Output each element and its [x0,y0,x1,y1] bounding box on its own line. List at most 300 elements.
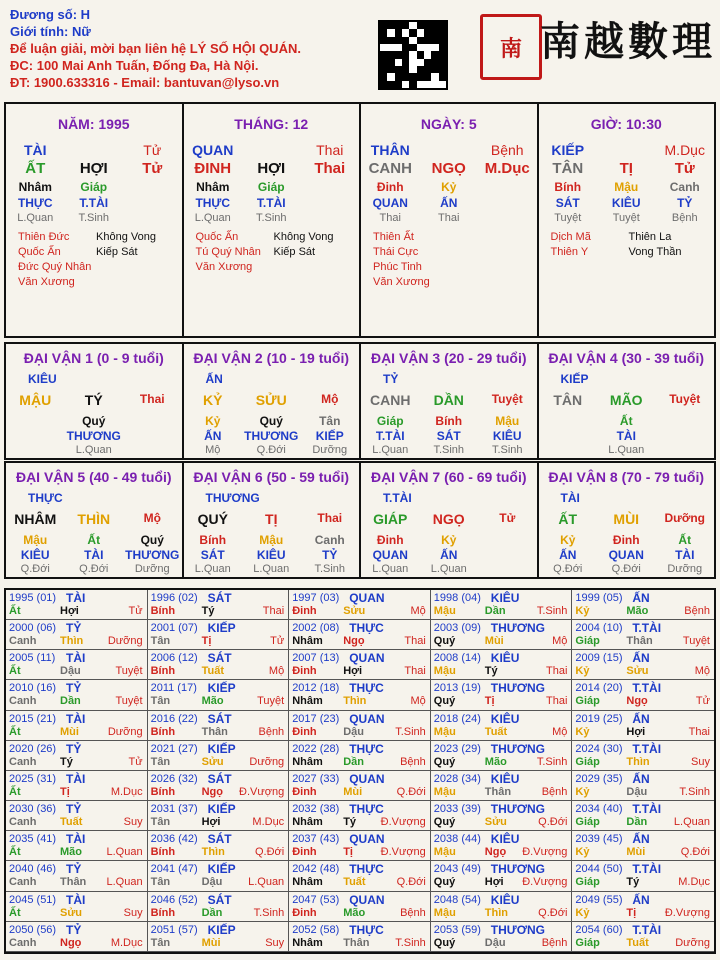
year-god: QUAN [349,832,385,847]
year-branch: Dần [343,755,364,768]
dai-van-row [184,444,360,456]
qr-module [380,29,387,36]
pillar-row [6,180,182,194]
qr-module [402,22,409,29]
dai-van-pillar-cell: KỶ [203,392,223,408]
pillar-cell [301,196,360,210]
contact-phone-email[interactable]: ĐT: 1900.633316 - Email: bantuvan@lyso.vn [10,75,280,90]
year-cell[interactable] [431,590,573,620]
year-branch: Mùi [201,936,221,949]
dai-van-cell: KIẾP [315,429,344,443]
year-god: SÁT [207,771,232,786]
year-state: Tử [128,605,143,617]
qr-module [395,59,402,66]
dai-van-cell [539,444,598,456]
year-cell[interactable] [6,801,148,831]
year-stem: Kỷ [575,846,590,859]
year-cell[interactable] [148,680,290,710]
pillar-cell: THỰC [195,196,231,210]
year-cell[interactable] [431,831,573,861]
star-name: Thiên La [628,231,672,243]
dai-van-cell [478,548,537,562]
dai-van-cell: SÁT [200,548,225,562]
year-branch: Ngọ [626,695,648,708]
year-cell[interactable] [289,620,431,650]
year-branch: Mão [626,605,649,617]
dai-van-cell [539,429,598,443]
year-cell[interactable] [289,741,431,771]
year-label: 2048 (54) [433,893,481,906]
year-label: 2035 (41) [9,833,57,846]
year-branch: Dậu [626,785,648,798]
star-name: Thiên Ất [373,231,414,243]
qr-module [424,44,431,51]
year-cell[interactable] [6,771,148,801]
year-god: THƯƠNG [490,862,545,877]
pillar-cell: T.Sinh [255,212,287,224]
pillar-title: THÁNG: 12 [234,116,309,132]
year-cell[interactable] [148,892,290,922]
year-cell[interactable] [572,620,714,650]
year-cell[interactable] [572,711,714,741]
year-cell[interactable] [431,711,573,741]
pillar-cell: KIẾP [551,142,585,158]
qr-module [402,29,409,36]
qr-module [402,81,409,88]
dai-van-row [361,563,537,575]
pillar-cell: Kỷ [441,180,457,194]
year-cell[interactable] [431,650,573,680]
year-cell[interactable] [6,831,148,861]
dai-van-cell: THƯƠNG [244,429,299,443]
stars-grid [551,230,707,260]
dai-van-cell: KIÊU [20,548,50,562]
year-branch: Dậu [343,725,364,738]
pillar-row [361,160,537,177]
year-branch: Dần [626,816,648,829]
qr-module [424,73,431,80]
year-state: L.Quan [106,846,143,859]
pillar-row [184,142,360,158]
year-cell[interactable] [572,861,714,891]
year-stem: Đinh [292,665,317,678]
year-cell[interactable] [6,620,148,650]
year-branch: Dậu [201,876,223,889]
qr-module [380,59,387,66]
year-branch: Sửu [484,816,507,829]
qr-module [431,22,438,29]
year-label: 2013 (19) [433,682,481,695]
star-name [451,245,529,260]
year-label: 2015 (21) [9,712,57,725]
pillar-cell: Tử [142,160,163,177]
year-cell[interactable] [572,922,714,952]
year-state: Thai [262,605,285,617]
qr-module [387,73,394,80]
star-name: Tú Quý Nhân [195,246,261,258]
year-branch: Mão [60,846,82,859]
year-cell[interactable] [6,741,148,771]
qr-module [387,44,394,51]
year-stem: Nhâm [292,635,323,648]
year-label: 2042 (48) [292,863,340,876]
qr-module [424,29,431,36]
dai-van-pillar-cell: MÙI [613,511,640,527]
year-cell[interactable] [148,711,290,741]
dai-van-pillar [539,392,715,408]
qr-module [395,81,402,88]
year-god: TÀI [66,591,86,605]
year-stem: Mậu [433,605,456,617]
year-cell[interactable] [6,711,148,741]
year-cell[interactable] [6,892,148,922]
dai-van-cell [6,414,65,428]
dai-van-cell [478,563,537,575]
year-cell[interactable] [148,801,290,831]
dai-van-cell: Bính [435,414,463,428]
dai-van-cell: T.Sinh [314,563,346,575]
year-branch: Dậu [60,665,81,678]
dai-van-cell: Kỷ [205,414,221,428]
year-cell[interactable] [572,892,714,922]
dai-van-pillar-cell: MÃO [609,392,643,408]
pillar-cell: Mậu [614,180,639,194]
pillar-cell: Tử [674,160,695,177]
year-cell[interactable] [431,741,573,771]
dai-van-pillar-cell: NHÂM [14,511,57,527]
year-god: TỶ [66,862,82,877]
dai-van-4 [539,344,715,458]
qr-module [439,44,446,51]
year-stem: Quý [433,755,456,768]
year-god: KIÊU [490,591,520,605]
year-god: SÁT [207,651,232,666]
year-stem: Mậu [433,785,456,798]
dai-van-cell [6,444,65,456]
dai-van-cell [123,444,182,456]
star-name: Quốc Ấn [18,246,61,258]
year-god: TỶ [66,681,82,696]
year-label: 2031 (37) [150,803,198,816]
pillar-row [539,160,715,177]
year-branch: Thìn [484,906,509,919]
qr-module [431,37,438,44]
pillar-cell [123,212,182,224]
year-label: 2021 (27) [150,742,198,755]
year-cell[interactable] [289,861,431,891]
year-label: 2004 (10) [575,622,623,635]
pillar-cell: L.Quan [194,212,231,224]
pillar-cell: CANH [368,160,412,177]
year-cell[interactable] [572,831,714,861]
year-label: 2049 (55) [575,893,623,906]
dai-van-row [539,429,715,443]
dai-van-cell: ẤN [559,548,577,562]
pillar-row [6,160,182,177]
dai-van-god: THƯƠNG [205,491,260,505]
pillar-cell: THÂN [370,142,410,158]
pillar-row [539,196,715,210]
pillar-row [184,212,360,224]
dai-van-cell: L.Quan [608,444,645,456]
year-cell[interactable] [431,771,573,801]
year-cell[interactable] [431,892,573,922]
year-branch: Mão [484,755,507,768]
year-cell[interactable] [572,741,714,771]
year-god: THỰC [349,922,384,937]
qr-module [402,44,409,51]
year-god: THƯƠNG [490,621,545,636]
year-god: TÀI [66,892,86,907]
dai-van-cell: SÁT [436,429,461,443]
year-label: 2051 (57) [150,923,198,936]
year-cell[interactable] [148,620,290,650]
year-cell[interactable] [572,771,714,801]
year-branch: Tý [343,816,357,829]
year-stem: Bính [150,665,176,678]
year-cell[interactable] [148,831,290,861]
year-stem: Canh [9,755,37,768]
pillar-title: GIỜ: 10:30 [590,116,662,132]
year-stem: Kỷ [575,665,590,678]
year-stem: Tân [150,755,171,768]
dai-van-pillar-cell: Thai [139,392,165,406]
year-stem: Đinh [292,605,317,617]
year-branch: Tý [60,755,73,768]
dai-van-row [184,429,360,443]
dai-van-cell: L.Quan [253,563,290,575]
pillar-cell: QUAN [192,142,234,158]
dai-van-title: ĐẠI VẬN 2 (10 - 19 tuổi) [193,350,350,366]
year-state: M.Dục [110,785,143,798]
qr-module [431,81,438,88]
year-label: 2000 (06) [9,622,57,635]
year-label: 2052 (58) [292,923,340,936]
pillar-row [6,196,182,210]
qr-module [431,51,438,58]
star-name: Kiếp Sát [96,246,138,258]
dai-van-cell: TÀI [616,429,636,443]
year-branch: Tị [484,695,495,708]
year-god: KIÊU [490,832,520,847]
year-cell[interactable] [289,711,431,741]
dai-van-7 [361,463,539,577]
qr-module [424,66,431,73]
dai-van-cell [6,429,65,443]
year-cell[interactable] [148,741,290,771]
year-cell[interactable] [289,892,431,922]
year-cell[interactable] [6,861,148,891]
dai-van-god: THỰC [28,491,63,505]
year-state: Suy [265,936,285,949]
stars-grid [18,230,174,290]
pillar-2 [184,104,362,336]
year-state: M.Dục [110,936,143,949]
year-label: 2029 (35) [575,772,623,785]
year-cell[interactable] [6,590,148,620]
dai-van-row [184,414,360,428]
year-cell[interactable] [289,831,431,861]
year-god: THỰC [349,862,384,877]
pillar-cell: Bệnh [671,212,698,224]
year-cell[interactable] [572,801,714,831]
year-cell[interactable] [572,650,714,680]
year-state: T.Sinh [536,755,568,768]
dai-van-cell: Mộ [205,444,221,456]
pillar-cell [242,142,301,158]
year-label: 1995 (01) [9,592,57,604]
year-stem: Nhâm [292,755,323,768]
year-branch: Sửu [201,755,224,768]
year-cell[interactable] [289,801,431,831]
year-cell[interactable] [6,680,148,710]
year-cell[interactable] [289,680,431,710]
year-stem: Mậu [433,846,456,859]
stars-grid [373,230,529,290]
qr-module [395,66,402,73]
year-god: ẤN [632,651,650,666]
year-label: 2039 (45) [575,833,623,846]
dai-van-cell: TỶ [322,548,338,562]
dai-van-row [539,548,715,562]
year-cell[interactable] [148,650,290,680]
year-cell[interactable] [289,771,431,801]
year-label: 1998 (04) [433,592,481,604]
year-label: 2006 (12) [150,652,198,665]
dai-van-title: ĐẠI VẬN 4 (30 - 39 tuổi) [548,350,705,366]
year-cell[interactable] [431,861,573,891]
year-god: T.TÀI [632,681,662,696]
year-cell[interactable] [148,922,290,952]
dai-van-row [184,548,360,562]
year-cell[interactable] [431,922,573,952]
pillar-cell [478,180,537,194]
dai-van-cell [123,414,182,428]
dai-van-cell: ẤN [204,429,222,443]
pillar-cell: TỊ [619,160,633,177]
year-label: 2009 (15) [575,652,623,665]
star-name: Thiên Đức [18,231,70,243]
year-label: 2037 (43) [292,833,340,846]
year-god: TÀI [66,711,86,726]
year-cell[interactable] [6,650,148,680]
dai-van-cell [123,429,182,443]
pillar-cell [301,212,360,224]
dai-van-cell: TÀI [84,548,104,562]
year-stem: Giáp [575,936,600,949]
pillar-cell: KIÊU [611,196,641,210]
dai-van-cell: T.TÀI [375,429,405,443]
pillar-cell [65,142,124,158]
year-branch: Hợi [60,605,79,617]
dai-van-cell: Mậu [23,533,48,547]
dai-van-5 [6,463,184,577]
dai-van-cell [539,414,598,428]
qr-module [409,73,416,80]
year-cell[interactable] [572,590,714,620]
star-name: Đức Quý Nhân [18,261,92,273]
qr-module [424,51,431,58]
year-cell[interactable] [6,922,148,952]
year-stem: Đinh [292,785,317,798]
year-state: Tử [695,695,710,708]
dai-van-cell: L.Quan [372,563,409,575]
year-cell[interactable] [431,680,573,710]
year-stem: Mậu [433,725,456,738]
dai-van-cell: Kỷ [560,533,576,547]
year-label: 2023 (29) [433,742,481,755]
year-cell[interactable] [148,590,290,620]
dai-van-cell: Quý [140,533,164,547]
year-stem: Giáp [575,816,600,829]
qr-module [439,59,446,66]
year-god: KIÊU [490,651,520,666]
pillar-cell [420,142,479,158]
subject-name: Đương số: H [10,7,91,22]
year-cell[interactable] [148,861,290,891]
pillar-cell: L.Quan [17,212,54,224]
year-state: Q.Đới [680,846,710,859]
dai-van-pillar-cell: Tuyệt [669,392,701,406]
dai-van-god: TỶ [383,372,399,386]
year-cell[interactable] [572,680,714,710]
year-state: Thai [688,725,710,738]
dai-van-row [184,563,360,575]
dai-van-cell: T.Sinh [491,444,523,456]
year-state: Dưỡng [107,635,143,648]
dai-van-cell: Mậu [495,414,520,428]
year-state: Bệnh [258,725,285,738]
year-god: THƯƠNG [490,741,545,756]
pillar-cell [597,142,656,158]
year-cell[interactable] [289,590,431,620]
dai-van-pillar-cell: GIÁP [373,511,408,527]
qr-module [439,22,446,29]
dai-van-row [539,563,715,575]
year-stem: Quý [433,876,456,889]
year-god: ẤN [632,892,650,907]
pillar-cell: Tuyệt [612,212,640,224]
year-state: Dưỡng [675,936,710,949]
year-god: QUAN [349,591,385,605]
year-cell[interactable] [289,922,431,952]
star-name [451,230,529,245]
year-cell[interactable] [289,650,431,680]
pillar-row [6,142,182,158]
year-cell[interactable] [431,620,573,650]
dai-van-cell: Q.Đới [20,563,50,575]
year-cell[interactable] [148,771,290,801]
star-name: Vong Thần [628,246,682,258]
pillar-row [361,212,537,224]
year-branch: Tuất [201,665,224,678]
year-cell[interactable] [431,801,573,831]
qr-code-icon[interactable] [378,20,448,90]
dai-van-row [539,444,715,456]
year-god: TÀI [66,771,86,786]
dai-van-row [6,548,182,562]
year-branch: Tị [626,906,637,919]
qr-module [380,73,387,80]
star-name: Văn Xương [18,276,75,288]
dai-van-row [6,414,182,428]
dai-van-cell: Dưỡng [134,563,170,575]
year-stem: Nhâm [292,695,323,708]
pillar-4 [539,104,715,336]
qr-module [439,66,446,73]
year-stem: Tân [150,816,171,829]
year-branch: Thân [484,785,512,798]
